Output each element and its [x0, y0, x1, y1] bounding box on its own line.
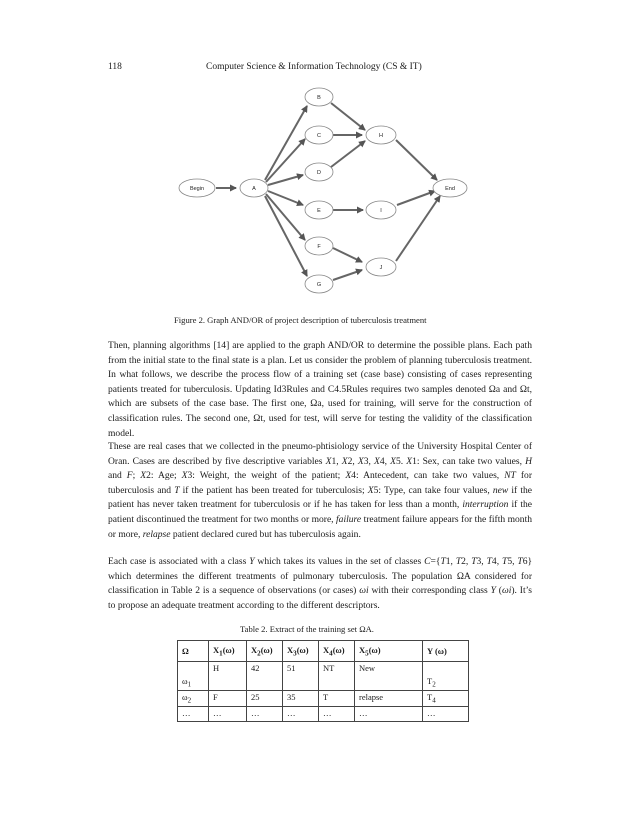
cell-x2: 42: [247, 662, 283, 691]
table-header-row: [178, 641, 469, 662]
cell-y: …: [423, 706, 469, 722]
node-c-label: C: [317, 133, 321, 139]
node-e-label: E: [317, 208, 321, 214]
node-a-label: A: [252, 186, 256, 192]
cell-y: $T_2$: [423, 662, 469, 691]
cell-x4: NT: [319, 662, 355, 691]
node-j-label: J: [379, 265, 383, 271]
cell-x3: 51: [283, 662, 319, 691]
cell-x5: New: [355, 662, 423, 691]
running-title: Computer Science & Information Technology (CS & IT): [206, 62, 422, 72]
edge-j-end: [396, 196, 440, 261]
header-y: Y (ω): [423, 641, 469, 662]
cell-x2: 25: [247, 691, 283, 707]
node-b-label: B: [317, 95, 321, 101]
edge-b-h: [331, 103, 365, 130]
cell-omega: $\omega_2$: [178, 691, 209, 707]
node-end-label: End: [445, 186, 455, 192]
paragraph-3: Each case is associated with a class Y which takes its values in the set of classes C={T1, T2, T3, T4, T5, T6} which determines the different treatments of pulmonary tuberculosis. The population ΩA considered for classification in Table 2 is a sequence of observations (or cases) ωi with their corresponding class Y (ωi). It’s to propose an adequate treatment according to the different descriptors.: [108, 556, 533, 611]
page-number: 118: [108, 62, 122, 72]
cell-x3: 35: [283, 691, 319, 707]
table-row: [178, 706, 469, 722]
cell-y: $T_4$: [423, 691, 469, 707]
edge-g-j: [333, 270, 362, 280]
node-begin-label: Begin: [189, 186, 205, 192]
figure-caption: Figure 2. Graph AND/OR of project description of tuberculosis treatment: [174, 315, 427, 325]
edge-a-d: [268, 175, 303, 185]
paragraph-2: These are real cases that we collected in the pneumo-phtisiology service of the University Hospital Center of Oran. Cases are described by five descriptive variables X1, X2, X3, X4, X5. X1: Sex, can take two values, H and F; X2: Age; X3: Weight, the weight of the patient; X4: Antecedent, can take two values, NT for tuberculosis and T if the patient has been treated for tuberculosis; X5: Type, can take four values, new if the patient has never taken treatment for tuberculosis or if he has taken for less than a month, interruption if the patient discontinued the treatment for two months or more, failure treatment failure appears for the fifth month or more, relapse patient declared cured but has tuberculosis again.: [108, 441, 533, 540]
cell-x4: T: [319, 691, 355, 707]
cell-x3: …: [283, 706, 319, 722]
edge-f-j: [333, 248, 362, 262]
header-x1: $X_1(\omega)$: [209, 641, 247, 662]
cell-x5: …: [355, 706, 423, 722]
cell-x1: H: [209, 662, 247, 691]
node-d-label: D: [317, 170, 321, 176]
cell-x4: …: [319, 706, 355, 722]
paragraph-1: Then, planning algorithms [14] are applied to the graph AND/OR to determine the possible plans. Each path from the initial state to the final state is a plan. Let us consider the problem of planning tuberculosis treatment. In what follows, we describe the process flow of a training set (case base) consisting of cases representing patients treated for tuberculosis. Updating Id3Rules and C4.5Rules requires two samples denoted Ωa and Ωt, which are subsets of the case base. The first one, Ωa, used for training, will serve for the construction of classification rules. The second one, Ωt, used for test, will serve for testing the validity of the classification model.: [108, 340, 532, 439]
cell-omega: …: [178, 706, 209, 722]
cell-omega: $\omega_1$: [178, 662, 209, 691]
and-or-graph: [0, 0, 638, 320]
table-row: [178, 662, 469, 691]
table-row: [178, 691, 469, 707]
edge-h-end: [396, 140, 437, 180]
header-omega: Ω: [178, 641, 209, 662]
header-x3: $X_3(\omega)$: [283, 641, 319, 662]
cell-x1: …: [209, 706, 247, 722]
edge-i-end: [397, 191, 435, 205]
table-caption: Table 2. Extract of the training set ΩA.: [240, 624, 374, 634]
cell-x1: F: [209, 691, 247, 707]
node-f-label: F: [317, 244, 321, 250]
cell-x2: …: [247, 706, 283, 722]
edge-d-h: [331, 141, 365, 167]
header-x2: $X_2(\omega)$: [247, 641, 283, 662]
cell-x5: relapse: [355, 691, 423, 707]
training-set-table: [177, 640, 469, 722]
header-x5: $X_5(\omega)$: [355, 641, 423, 662]
node-h-label: H: [379, 133, 383, 139]
header-x4: $X_4(\omega)$: [319, 641, 355, 662]
node-g-label: G: [316, 282, 322, 288]
node-i-label: I: [380, 208, 382, 214]
